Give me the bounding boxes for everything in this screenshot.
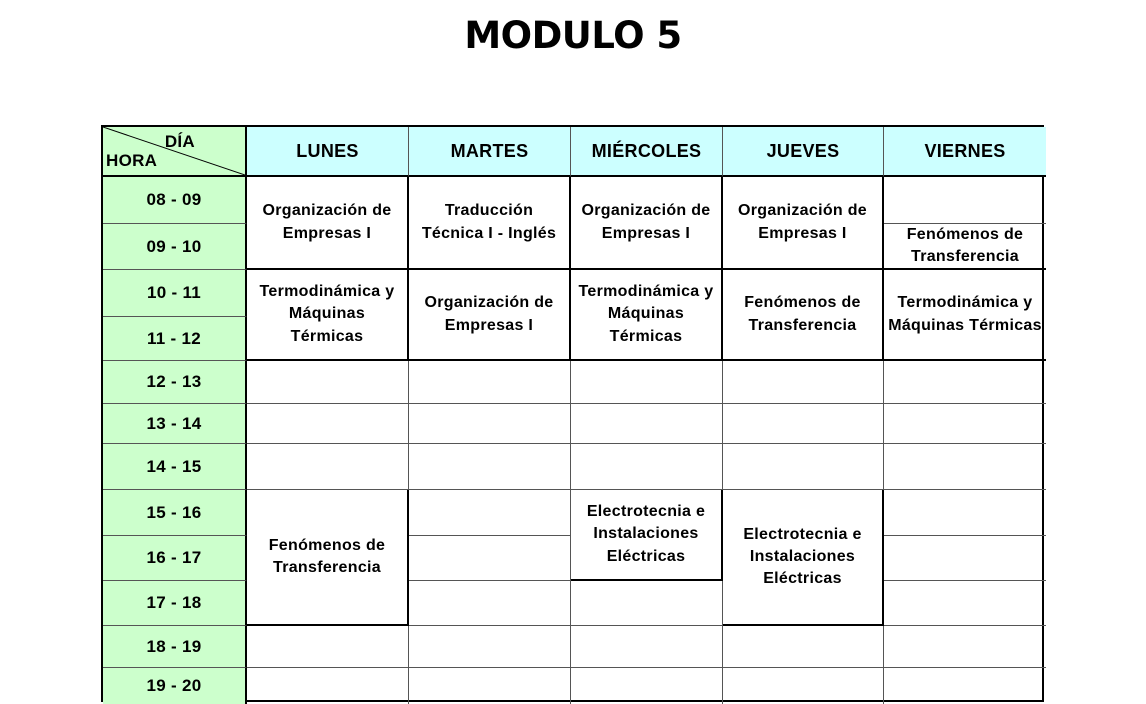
class-cell: Organización de Empresas I [409,270,571,361]
empty-cell [247,361,409,404]
class-cell: Organización de Empresas I [723,177,884,270]
empty-cell [884,490,1046,536]
empty-cell [884,668,1046,704]
hour-cell: 14 - 15 [103,444,247,490]
empty-cell [884,536,1046,581]
hour-cell: 10 - 11 [103,270,247,317]
corner-header [103,127,247,177]
hour-cell: 16 - 17 [103,536,247,581]
class-cell: Fenómenos de Transferencia [884,224,1046,270]
class-cell: Electrotecnia e Instalaciones Eléctricas [571,490,723,581]
empty-cell [884,626,1046,668]
hour-cell: 13 - 14 [103,404,247,444]
empty-cell [571,361,723,404]
class-cell: Organización de Empresas I [571,177,723,270]
class-cell: Fenómenos de Transferencia [723,270,884,361]
day-header-jueves: JUEVES [723,127,884,177]
day-axis-label: DÍA [164,132,195,151]
empty-cell [409,361,571,404]
page-title: MODULO 5 [464,14,682,57]
day-header-miercoles: MIÉRCOLES [571,127,723,177]
class-cell: Termodinámica y Máquinas Térmicas [884,270,1046,361]
hour-cell: 08 - 09 [103,177,247,224]
class-cell: Organización de Empresas I [247,177,409,270]
hour-cell: 15 - 16 [103,490,247,536]
class-cell: Electrotecnia e Instalaciones Eléctricas [723,490,884,626]
empty-cell [409,668,571,704]
empty-cell [884,361,1046,404]
hour-cell: 12 - 13 [103,361,247,404]
empty-cell [571,404,723,444]
day-header-viernes: VIERNES [884,127,1046,177]
empty-cell [884,404,1046,444]
empty-cell [723,668,884,704]
empty-cell [571,444,723,490]
empty-cell [247,668,409,704]
class-cell: Fenómenos de Transferencia [247,490,409,626]
empty-cell [571,581,723,626]
empty-cell [884,581,1046,626]
empty-cell [247,626,409,668]
hour-cell: 11 - 12 [103,317,247,361]
empty-cell [571,668,723,704]
empty-cell [409,626,571,668]
empty-cell [247,404,409,444]
empty-cell [409,490,571,536]
hour-cell: 18 - 19 [103,626,247,668]
hour-cell: 17 - 18 [103,581,247,626]
empty-cell [409,536,571,581]
empty-cell [723,626,884,668]
empty-cell [723,361,884,404]
empty-cell [571,626,723,668]
hour-cell: 19 - 20 [103,668,247,704]
empty-cell [723,444,884,490]
day-header-lunes: LUNES [247,127,409,177]
empty-cell [409,444,571,490]
empty-cell [884,444,1046,490]
schedule-table [101,125,1044,702]
empty-cell [409,581,571,626]
empty-cell [884,177,1046,224]
empty-cell [723,404,884,444]
empty-cell [409,404,571,444]
hour-cell: 09 - 10 [103,224,247,270]
hour-axis-label: HORA [106,150,158,170]
empty-cell [247,444,409,490]
class-cell: Termodinámica y Máquinas Térmicas [247,270,409,361]
class-cell: Termodinámica y Máquinas Térmicas [571,270,723,361]
day-header-martes: MARTES [409,127,571,177]
class-cell: Traducción Técnica I - Inglés [409,177,571,270]
